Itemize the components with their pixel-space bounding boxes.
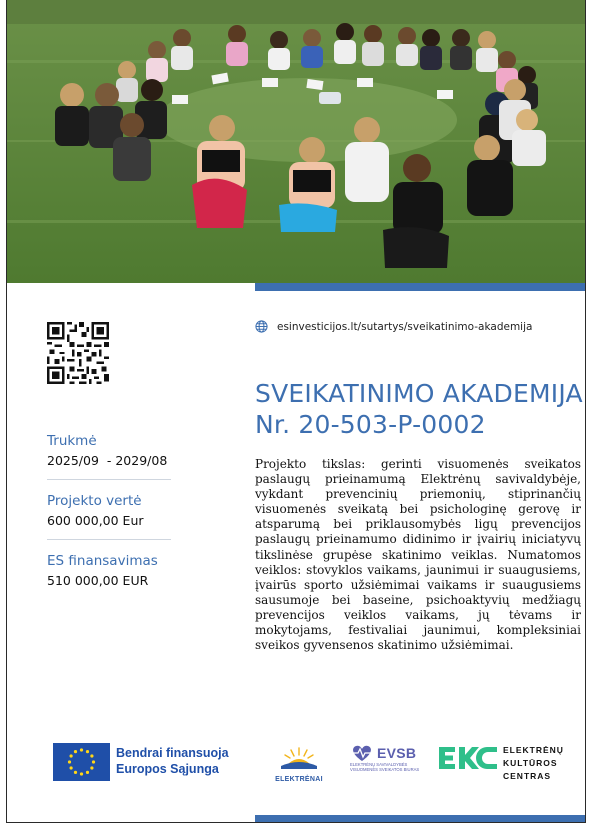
qr-code-icon	[47, 322, 109, 384]
project-link[interactable]	[255, 320, 532, 333]
evsb-sub2: VISUOMENĖS SVEIKATOS BIURAS	[350, 767, 420, 772]
info-eu-funding	[47, 552, 171, 589]
divider	[47, 479, 171, 480]
evsb-sub1: ELEKTRĖNŲ SAVIVALDYBĖS	[350, 762, 408, 767]
eu-stars-icon	[53, 743, 110, 781]
logo-strip	[7, 740, 585, 790]
eu-funding-label: ES finansavimas	[47, 553, 158, 569]
duration-value: 2025/09 - 2029/08	[47, 453, 168, 468]
qr-code[interactable]	[47, 322, 109, 384]
ekc-text	[503, 744, 564, 783]
project-title	[255, 378, 583, 440]
title-number: Nr. 20-503-P-0002	[255, 410, 486, 439]
eu-flag	[53, 743, 110, 781]
evsb-heart-icon	[350, 744, 374, 762]
project-info	[47, 432, 171, 589]
eu-text-line2: Europos Sąjunga	[116, 761, 219, 776]
project-value-label: Projekto vertė	[47, 493, 142, 509]
ekc-line1: ELEKTRĖNŲ	[503, 745, 564, 755]
elektrenai-sun-icon	[277, 744, 321, 770]
ekc-line3: CENTRAS	[503, 771, 552, 781]
elektrenai-logo	[273, 744, 325, 783]
ekc-mark-icon	[439, 747, 497, 769]
title-name: SVEIKATINIMO AKADEMIJA	[255, 379, 583, 408]
eu-text-line1: Bendrai finansuoja	[116, 746, 229, 760]
elektrenai-text: ELEKTRĖNAI	[275, 776, 323, 783]
hero-photo	[7, 0, 585, 283]
project-description: Projekto tikslas: gerinti visuomenės sveikatos paslaugų prieinamumą Elektrėnų savivaldybėje, vykdant prevencinių priemonių, stiprinančių visuomenės sveikatą bei psichologinę gerovę ir atsparumą bei priklausomybės ligų prevencijos paslaugų prieinamumo didinimo ir įvairių iniciatyvų tikslinėse grupėse skatinimo veiklas. Numatomos veiklos: stovyklos vaikams, jaunimui ir suaugusiems, įvairūs sporto užsiėmimai vaikams ir suaugusiems sausumoje bei baseine, psichoaktyvių medžiagų prevencijos veiklos vaikams, jų tėvams ir mokytojams, festivaliai jaunimui, kompleksiniai sveikos gyvensenos skatinimo užsiėmimai.	[255, 457, 581, 653]
evsb-logo	[350, 744, 430, 772]
project-url[interactable]: esinvesticijos.lt/sutartys/sveikatinimo-akademija	[277, 320, 533, 333]
project-value-amount: 600 000,00 Eur	[47, 513, 144, 528]
duration-label: Trukmė	[47, 433, 97, 449]
ekc-line2: KULTŪROS	[503, 758, 558, 768]
accent-bar-bottom	[255, 815, 585, 823]
evsb-text: EVSB	[377, 745, 417, 761]
info-duration	[47, 432, 171, 469]
divider	[47, 539, 171, 540]
poster	[6, 0, 586, 823]
children-circle-photo	[7, 0, 585, 283]
eu-funding-amount: 510 000,00 EUR	[47, 573, 149, 588]
globe-icon	[255, 320, 268, 333]
ekc-logo	[439, 743, 574, 787]
info-project-value	[47, 492, 171, 529]
accent-bar-top	[255, 283, 585, 291]
eu-funding-logo-text	[116, 746, 229, 777]
